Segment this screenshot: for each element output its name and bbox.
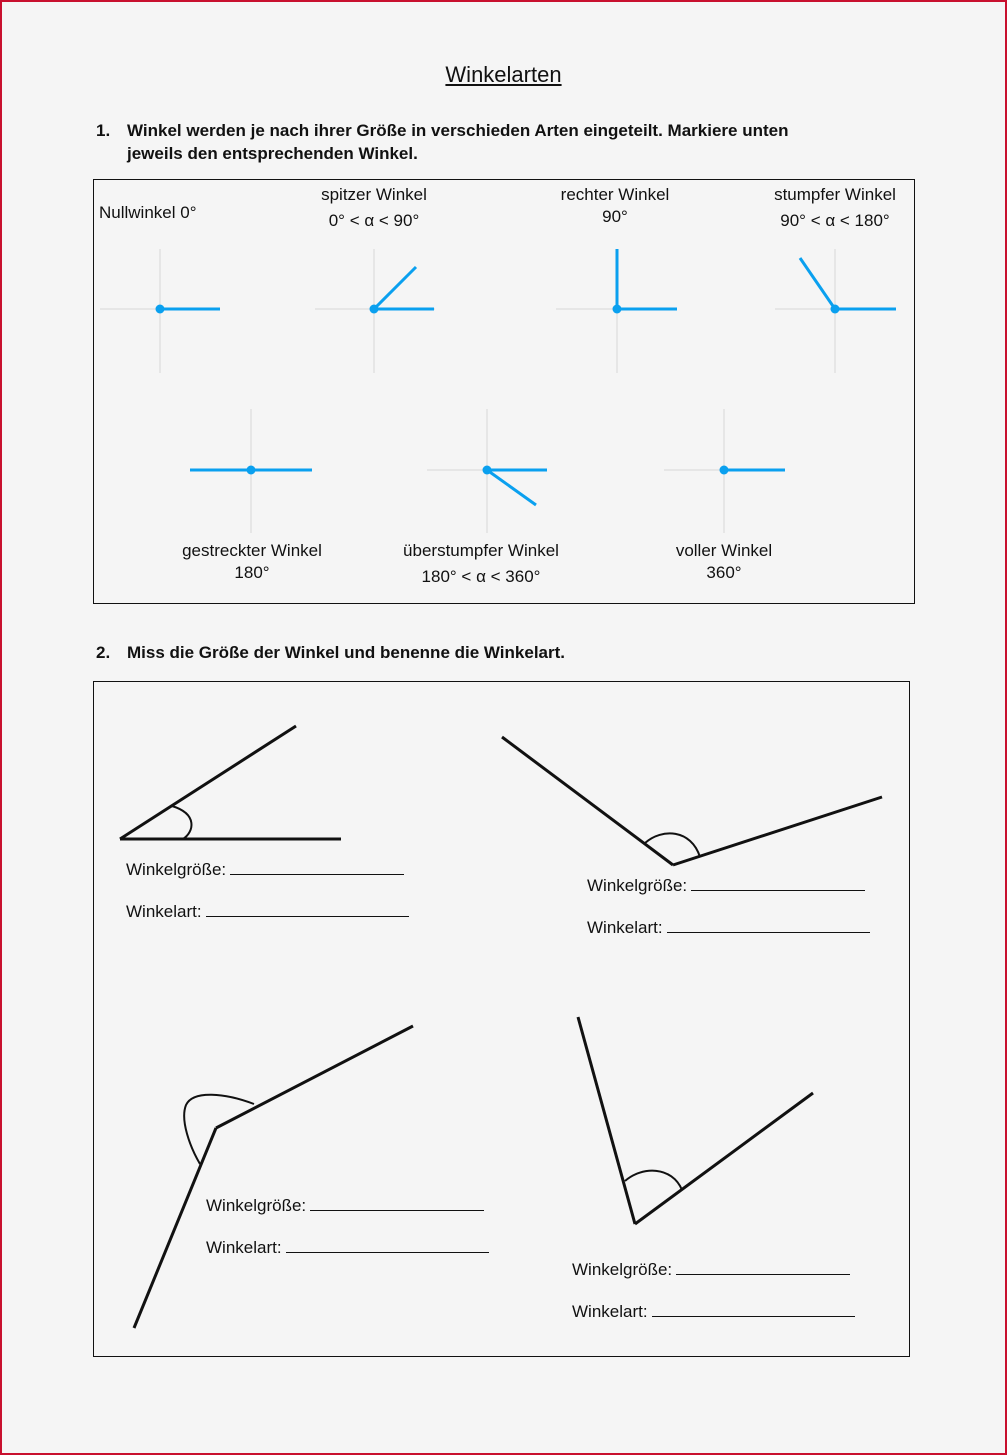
- angle-3-size-field[interactable]: [206, 1194, 484, 1217]
- type-label: Winkelart:: [126, 902, 202, 921]
- answer-line[interactable]: [691, 874, 865, 891]
- angle-ray: [800, 258, 835, 309]
- angle-3-type-field[interactable]: [206, 1236, 489, 1259]
- stumpfer-winkel-diagram: [775, 249, 896, 373]
- answer-line[interactable]: [667, 916, 870, 933]
- angle-2-size-field[interactable]: [587, 874, 865, 897]
- gestreckter-winkel-diagram: [190, 409, 312, 533]
- voller-winkel-diagram: [664, 409, 785, 533]
- task-1-number: 1.: [96, 121, 111, 140]
- angle-name: Nullwinkel 0°: [99, 203, 197, 222]
- size-label: Winkelgröße:: [587, 876, 688, 895]
- angle-ray: [487, 470, 536, 505]
- angle-ray: [374, 267, 416, 309]
- page-title: Winkelarten: [445, 62, 562, 87]
- task-1-text-line1: Winkel werden je nach ihrer Größe in verschieden Arten eingeteilt. Markiere unten: [127, 121, 789, 140]
- rechter-winkel-diagram: [556, 249, 677, 373]
- answer-line[interactable]: [676, 1258, 850, 1275]
- nullwinkel-diagram: [100, 249, 220, 373]
- angle-2-type-field[interactable]: [587, 916, 870, 939]
- angle-range: 0° < α < 90°: [328, 211, 420, 230]
- task-2-instruction: [96, 641, 796, 665]
- spitzer-winkel-diagram: [315, 249, 435, 373]
- angle-name: rechter Winkel: [560, 185, 670, 204]
- answer-line[interactable]: [310, 1194, 484, 1211]
- answer-line[interactable]: [230, 858, 404, 875]
- ueberstumpfer-winkel-diagram: [427, 409, 547, 533]
- task-1-text-line2: jeweils den entsprechenden Winkel.: [127, 144, 418, 163]
- type-label: Winkelart:: [572, 1302, 648, 1321]
- answer-line[interactable]: [286, 1236, 489, 1253]
- vertex-dot: [247, 466, 256, 475]
- vertex-dot: [483, 466, 492, 475]
- angle-4-type-field[interactable]: [572, 1300, 855, 1323]
- angle-1-size-field[interactable]: [126, 858, 404, 881]
- answer-line[interactable]: [206, 900, 409, 917]
- angle-name: voller Winkel: [675, 541, 773, 560]
- angle-name: gestreckter Winkel: [182, 541, 322, 560]
- vertex-dot: [720, 466, 729, 475]
- angle-4-size-field[interactable]: [572, 1258, 850, 1281]
- vertex-dot: [613, 305, 622, 314]
- angle-range: 360°: [706, 563, 742, 582]
- size-label: Winkelgröße:: [126, 860, 227, 879]
- vertex-dot: [831, 305, 840, 314]
- vertex-dot: [370, 305, 379, 314]
- type-label: Winkelart:: [206, 1238, 282, 1257]
- size-label: Winkelgröße:: [206, 1196, 307, 1215]
- vertex-dot: [156, 305, 165, 314]
- answer-line[interactable]: [652, 1300, 855, 1317]
- angle-range: 90°: [602, 207, 628, 226]
- angle-range: 90° < α < 180°: [780, 211, 890, 230]
- angle-1-type-field[interactable]: [126, 900, 409, 923]
- size-label: Winkelgröße:: [572, 1260, 673, 1279]
- angle-name: überstumpfer Winkel: [403, 541, 559, 560]
- task-2-text: Miss die Größe der Winkel und benenne die Winkelart.: [127, 643, 565, 662]
- angle-name: stumpfer Winkel: [774, 185, 896, 204]
- angle-name: spitzer Winkel: [321, 185, 427, 204]
- angle-range: 180°: [234, 563, 270, 582]
- angle-range: 180° < α < 360°: [421, 567, 541, 586]
- type-label: Winkelart:: [587, 918, 663, 937]
- task-2-number: 2.: [96, 643, 111, 662]
